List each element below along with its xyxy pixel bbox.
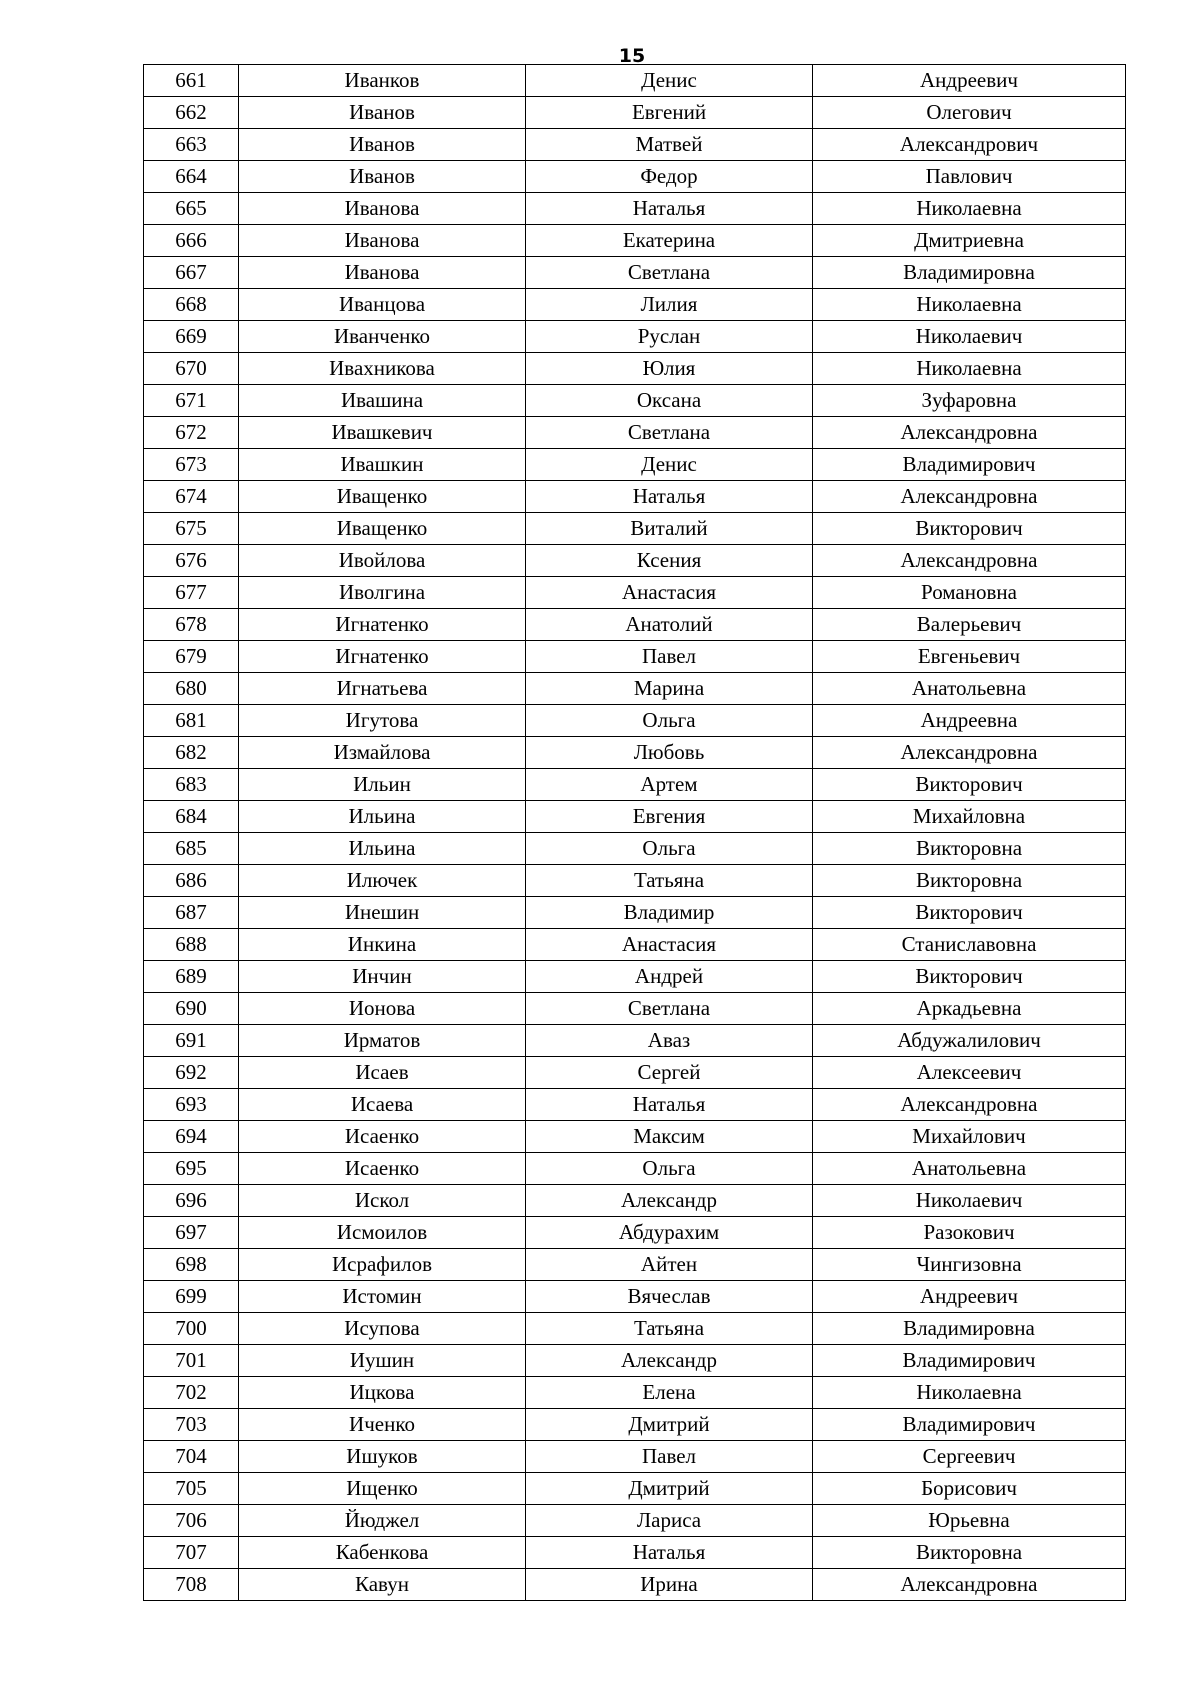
first-name-cell: Аваз bbox=[526, 1025, 813, 1057]
table-row bbox=[144, 1345, 1126, 1377]
first-name-cell: Артем bbox=[526, 769, 813, 801]
row-number-cell: 674 bbox=[144, 481, 239, 513]
table-row bbox=[144, 993, 1126, 1025]
table-row bbox=[144, 833, 1126, 865]
first-name-cell: Ольга bbox=[526, 833, 813, 865]
row-number-cell: 693 bbox=[144, 1089, 239, 1121]
first-name-cell: Матвей bbox=[526, 129, 813, 161]
row-number-cell: 705 bbox=[144, 1473, 239, 1505]
patronymic-cell: Викторович bbox=[813, 961, 1126, 993]
table-row bbox=[144, 737, 1126, 769]
row-number-cell: 691 bbox=[144, 1025, 239, 1057]
row-number-cell: 692 bbox=[144, 1057, 239, 1089]
surname-cell: Иванченко bbox=[239, 321, 526, 353]
first-name-cell: Ксения bbox=[526, 545, 813, 577]
surname-cell: Иванцова bbox=[239, 289, 526, 321]
table-row bbox=[144, 769, 1126, 801]
surname-cell: Ильина bbox=[239, 833, 526, 865]
table-row bbox=[144, 641, 1126, 673]
row-number-cell: 671 bbox=[144, 385, 239, 417]
surname-cell: Исаенко bbox=[239, 1153, 526, 1185]
row-number-cell: 666 bbox=[144, 225, 239, 257]
table-row bbox=[144, 1185, 1126, 1217]
patronymic-cell: Николаевна bbox=[813, 353, 1126, 385]
row-number-cell: 697 bbox=[144, 1217, 239, 1249]
first-name-cell: Ирина bbox=[526, 1569, 813, 1601]
table-row bbox=[144, 1313, 1126, 1345]
patronymic-cell: Викторович bbox=[813, 513, 1126, 545]
patronymic-cell: Павлович bbox=[813, 161, 1126, 193]
patronymic-cell: Анатольевна bbox=[813, 673, 1126, 705]
surname-cell: Исаева bbox=[239, 1089, 526, 1121]
surname-cell: Инешин bbox=[239, 897, 526, 929]
surname-cell: Исаенко bbox=[239, 1121, 526, 1153]
first-name-cell: Владимир bbox=[526, 897, 813, 929]
row-number-cell: 682 bbox=[144, 737, 239, 769]
patronymic-cell: Абдужалилович bbox=[813, 1025, 1126, 1057]
patronymic-cell: Викторович bbox=[813, 897, 1126, 929]
patronymic-cell: Николаевич bbox=[813, 1185, 1126, 1217]
surname-cell: Исаев bbox=[239, 1057, 526, 1089]
table-row bbox=[144, 673, 1126, 705]
surname-cell: Иванов bbox=[239, 161, 526, 193]
patronymic-cell: Николаевич bbox=[813, 321, 1126, 353]
page-number: 15 bbox=[618, 45, 646, 67]
table-row bbox=[144, 385, 1126, 417]
patronymic-cell: Андреевна bbox=[813, 705, 1126, 737]
table-row bbox=[144, 1281, 1126, 1313]
row-number-cell: 698 bbox=[144, 1249, 239, 1281]
first-name-cell: Денис bbox=[526, 449, 813, 481]
first-name-cell: Оксана bbox=[526, 385, 813, 417]
surname-cell: Игутова bbox=[239, 705, 526, 737]
patronymic-cell: Александрович bbox=[813, 129, 1126, 161]
patronymic-cell: Викторович bbox=[813, 769, 1126, 801]
table-row bbox=[144, 1441, 1126, 1473]
row-number-cell: 707 bbox=[144, 1537, 239, 1569]
surname-cell: Иванова bbox=[239, 193, 526, 225]
surname-cell: Ивойлова bbox=[239, 545, 526, 577]
table-row bbox=[144, 257, 1126, 289]
row-number-cell: 687 bbox=[144, 897, 239, 929]
first-name-cell: Анастасия bbox=[526, 929, 813, 961]
patronymic-cell: Разокович bbox=[813, 1217, 1126, 1249]
table-row bbox=[144, 1473, 1126, 1505]
patronymic-cell: Викторовна bbox=[813, 865, 1126, 897]
table-row bbox=[144, 481, 1126, 513]
surname-cell: Ишуков bbox=[239, 1441, 526, 1473]
first-name-cell: Ольга bbox=[526, 705, 813, 737]
patronymic-cell: Владимирович bbox=[813, 1409, 1126, 1441]
patronymic-cell: Юрьевна bbox=[813, 1505, 1126, 1537]
table-row bbox=[144, 609, 1126, 641]
row-number-cell: 667 bbox=[144, 257, 239, 289]
row-number-cell: 669 bbox=[144, 321, 239, 353]
first-name-cell: Евгений bbox=[526, 97, 813, 129]
patronymic-cell: Алексеевич bbox=[813, 1057, 1126, 1089]
row-number-cell: 680 bbox=[144, 673, 239, 705]
first-name-cell: Виталий bbox=[526, 513, 813, 545]
first-name-cell: Максим bbox=[526, 1121, 813, 1153]
patronymic-cell: Анатольевна bbox=[813, 1153, 1126, 1185]
table-row bbox=[144, 65, 1126, 97]
patronymic-cell: Чингизовна bbox=[813, 1249, 1126, 1281]
first-name-cell: Ольга bbox=[526, 1153, 813, 1185]
row-number-cell: 699 bbox=[144, 1281, 239, 1313]
patronymic-cell: Сергеевич bbox=[813, 1441, 1126, 1473]
table-row bbox=[144, 1217, 1126, 1249]
first-name-cell: Татьяна bbox=[526, 865, 813, 897]
first-name-cell: Денис bbox=[526, 65, 813, 97]
table-row bbox=[144, 1089, 1126, 1121]
row-number-cell: 695 bbox=[144, 1153, 239, 1185]
row-number-cell: 684 bbox=[144, 801, 239, 833]
surname-cell: Кавун bbox=[239, 1569, 526, 1601]
first-name-cell: Павел bbox=[526, 641, 813, 673]
patronymic-cell: Николаевна bbox=[813, 289, 1126, 321]
row-number-cell: 679 bbox=[144, 641, 239, 673]
patronymic-cell: Валерьевич bbox=[813, 609, 1126, 641]
first-name-cell: Елена bbox=[526, 1377, 813, 1409]
table-row bbox=[144, 129, 1126, 161]
surname-cell: Ионова bbox=[239, 993, 526, 1025]
surname-cell: Иванов bbox=[239, 129, 526, 161]
table-row bbox=[144, 545, 1126, 577]
row-number-cell: 668 bbox=[144, 289, 239, 321]
surname-cell: Иванков bbox=[239, 65, 526, 97]
surname-cell: Игнатенко bbox=[239, 609, 526, 641]
table-row bbox=[144, 929, 1126, 961]
surname-cell: Искол bbox=[239, 1185, 526, 1217]
surname-cell: Исрафилов bbox=[239, 1249, 526, 1281]
first-name-cell: Лилия bbox=[526, 289, 813, 321]
patronymic-cell: Романовна bbox=[813, 577, 1126, 609]
table-row bbox=[144, 513, 1126, 545]
surname-cell: Инкина bbox=[239, 929, 526, 961]
patronymic-cell: Аркадьевна bbox=[813, 993, 1126, 1025]
row-number-cell: 689 bbox=[144, 961, 239, 993]
first-name-cell: Руслан bbox=[526, 321, 813, 353]
row-number-cell: 686 bbox=[144, 865, 239, 897]
row-number-cell: 677 bbox=[144, 577, 239, 609]
row-number-cell: 664 bbox=[144, 161, 239, 193]
first-name-cell: Айтен bbox=[526, 1249, 813, 1281]
table-row bbox=[144, 705, 1126, 737]
first-name-cell: Наталья bbox=[526, 481, 813, 513]
table-row bbox=[144, 225, 1126, 257]
patronymic-cell: Станиславовна bbox=[813, 929, 1126, 961]
patronymic-cell: Александровна bbox=[813, 545, 1126, 577]
table-row bbox=[144, 321, 1126, 353]
row-number-cell: 683 bbox=[144, 769, 239, 801]
patronymic-cell: Александровна bbox=[813, 417, 1126, 449]
row-number-cell: 696 bbox=[144, 1185, 239, 1217]
row-number-cell: 681 bbox=[144, 705, 239, 737]
table-row bbox=[144, 1153, 1126, 1185]
row-number-cell: 706 bbox=[144, 1505, 239, 1537]
first-name-cell: Павел bbox=[526, 1441, 813, 1473]
row-number-cell: 665 bbox=[144, 193, 239, 225]
surname-cell: Иванова bbox=[239, 257, 526, 289]
roster-body bbox=[144, 65, 1126, 1601]
surname-cell: Исмоилов bbox=[239, 1217, 526, 1249]
patronymic-cell: Андреевич bbox=[813, 1281, 1126, 1313]
row-number-cell: 702 bbox=[144, 1377, 239, 1409]
row-number-cell: 700 bbox=[144, 1313, 239, 1345]
patronymic-cell: Олегович bbox=[813, 97, 1126, 129]
table-row bbox=[144, 1121, 1126, 1153]
row-number-cell: 670 bbox=[144, 353, 239, 385]
surname-cell: Йюджел bbox=[239, 1505, 526, 1537]
first-name-cell: Сергей bbox=[526, 1057, 813, 1089]
surname-cell: Илючек bbox=[239, 865, 526, 897]
patronymic-cell: Владимировна bbox=[813, 1313, 1126, 1345]
patronymic-cell: Дмитриевна bbox=[813, 225, 1126, 257]
patronymic-cell: Викторовна bbox=[813, 1537, 1126, 1569]
row-number-cell: 676 bbox=[144, 545, 239, 577]
first-name-cell: Наталья bbox=[526, 193, 813, 225]
first-name-cell: Федор bbox=[526, 161, 813, 193]
row-number-cell: 685 bbox=[144, 833, 239, 865]
row-number-cell: 678 bbox=[144, 609, 239, 641]
first-name-cell: Светлана bbox=[526, 993, 813, 1025]
table-row bbox=[144, 449, 1126, 481]
first-name-cell: Светлана bbox=[526, 417, 813, 449]
surname-cell: Ирматов bbox=[239, 1025, 526, 1057]
first-name-cell: Александр bbox=[526, 1185, 813, 1217]
first-name-cell: Наталья bbox=[526, 1537, 813, 1569]
row-number-cell: 661 bbox=[144, 65, 239, 97]
surname-cell: Игнатьева bbox=[239, 673, 526, 705]
first-name-cell: Андрей bbox=[526, 961, 813, 993]
patronymic-cell: Александровна bbox=[813, 737, 1126, 769]
table-row bbox=[144, 193, 1126, 225]
surname-cell: Иченко bbox=[239, 1409, 526, 1441]
first-name-cell: Абдурахим bbox=[526, 1217, 813, 1249]
surname-cell: Ильина bbox=[239, 801, 526, 833]
patronymic-cell: Александровна bbox=[813, 1089, 1126, 1121]
table-row bbox=[144, 417, 1126, 449]
first-name-cell: Лариса bbox=[526, 1505, 813, 1537]
table-row bbox=[144, 1025, 1126, 1057]
surname-cell: Ивашина bbox=[239, 385, 526, 417]
surname-cell: Иушин bbox=[239, 1345, 526, 1377]
patronymic-cell: Николаевна bbox=[813, 193, 1126, 225]
table-row bbox=[144, 1409, 1126, 1441]
table-row bbox=[144, 161, 1126, 193]
surname-cell: Ильин bbox=[239, 769, 526, 801]
surname-cell: Иванов bbox=[239, 97, 526, 129]
first-name-cell: Татьяна bbox=[526, 1313, 813, 1345]
patronymic-cell: Михайловна bbox=[813, 801, 1126, 833]
first-name-cell: Любовь bbox=[526, 737, 813, 769]
table-row bbox=[144, 865, 1126, 897]
surname-cell: Исупова bbox=[239, 1313, 526, 1345]
patronymic-cell: Владимирович bbox=[813, 449, 1126, 481]
surname-cell: Инчин bbox=[239, 961, 526, 993]
surname-cell: Иволгина bbox=[239, 577, 526, 609]
patronymic-cell: Викторовна bbox=[813, 833, 1126, 865]
table-row bbox=[144, 1377, 1126, 1409]
first-name-cell: Вячеслав bbox=[526, 1281, 813, 1313]
first-name-cell: Наталья bbox=[526, 1089, 813, 1121]
patronymic-cell: Владимирович bbox=[813, 1345, 1126, 1377]
row-number-cell: 662 bbox=[144, 97, 239, 129]
first-name-cell: Марина bbox=[526, 673, 813, 705]
row-number-cell: 704 bbox=[144, 1441, 239, 1473]
surname-cell: Ивашкевич bbox=[239, 417, 526, 449]
first-name-cell: Евгения bbox=[526, 801, 813, 833]
table-row bbox=[144, 1537, 1126, 1569]
first-name-cell: Анатолий bbox=[526, 609, 813, 641]
row-number-cell: 708 bbox=[144, 1569, 239, 1601]
table-row bbox=[144, 289, 1126, 321]
surname-cell: Ивашкин bbox=[239, 449, 526, 481]
table-row bbox=[144, 97, 1126, 129]
row-number-cell: 672 bbox=[144, 417, 239, 449]
row-number-cell: 675 bbox=[144, 513, 239, 545]
table-row bbox=[144, 1569, 1126, 1601]
row-number-cell: 701 bbox=[144, 1345, 239, 1377]
table-row bbox=[144, 577, 1126, 609]
table-row bbox=[144, 1249, 1126, 1281]
row-number-cell: 703 bbox=[144, 1409, 239, 1441]
table-row bbox=[144, 801, 1126, 833]
name-roster-table bbox=[143, 64, 1126, 1601]
first-name-cell: Юлия bbox=[526, 353, 813, 385]
row-number-cell: 690 bbox=[144, 993, 239, 1025]
patronymic-cell: Александровна bbox=[813, 1569, 1126, 1601]
surname-cell: Ицкова bbox=[239, 1377, 526, 1409]
surname-cell: Кабенкова bbox=[239, 1537, 526, 1569]
first-name-cell: Светлана bbox=[526, 257, 813, 289]
surname-cell: Игнатенко bbox=[239, 641, 526, 673]
surname-cell: Измайлова bbox=[239, 737, 526, 769]
patronymic-cell: Владимировна bbox=[813, 257, 1126, 289]
patronymic-cell: Андреевич bbox=[813, 65, 1126, 97]
patronymic-cell: Евгеньевич bbox=[813, 641, 1126, 673]
surname-cell: Иванова bbox=[239, 225, 526, 257]
patronymic-cell: Михайлович bbox=[813, 1121, 1126, 1153]
table-row bbox=[144, 897, 1126, 929]
surname-cell: Ищенко bbox=[239, 1473, 526, 1505]
row-number-cell: 694 bbox=[144, 1121, 239, 1153]
first-name-cell: Александр bbox=[526, 1345, 813, 1377]
patronymic-cell: Зуфаровна bbox=[813, 385, 1126, 417]
table-row bbox=[144, 1505, 1126, 1537]
first-name-cell: Дмитрий bbox=[526, 1409, 813, 1441]
first-name-cell: Екатерина bbox=[526, 225, 813, 257]
patronymic-cell: Борисович bbox=[813, 1473, 1126, 1505]
row-number-cell: 663 bbox=[144, 129, 239, 161]
table-row bbox=[144, 1057, 1126, 1089]
table-row bbox=[144, 353, 1126, 385]
first-name-cell: Анастасия bbox=[526, 577, 813, 609]
patronymic-cell: Николаевна bbox=[813, 1377, 1126, 1409]
surname-cell: Ивахникова bbox=[239, 353, 526, 385]
surname-cell: Истомин bbox=[239, 1281, 526, 1313]
row-number-cell: 688 bbox=[144, 929, 239, 961]
first-name-cell: Дмитрий bbox=[526, 1473, 813, 1505]
surname-cell: Иващенко bbox=[239, 513, 526, 545]
surname-cell: Иващенко bbox=[239, 481, 526, 513]
patronymic-cell: Александровна bbox=[813, 481, 1126, 513]
row-number-cell: 673 bbox=[144, 449, 239, 481]
table-row bbox=[144, 961, 1126, 993]
